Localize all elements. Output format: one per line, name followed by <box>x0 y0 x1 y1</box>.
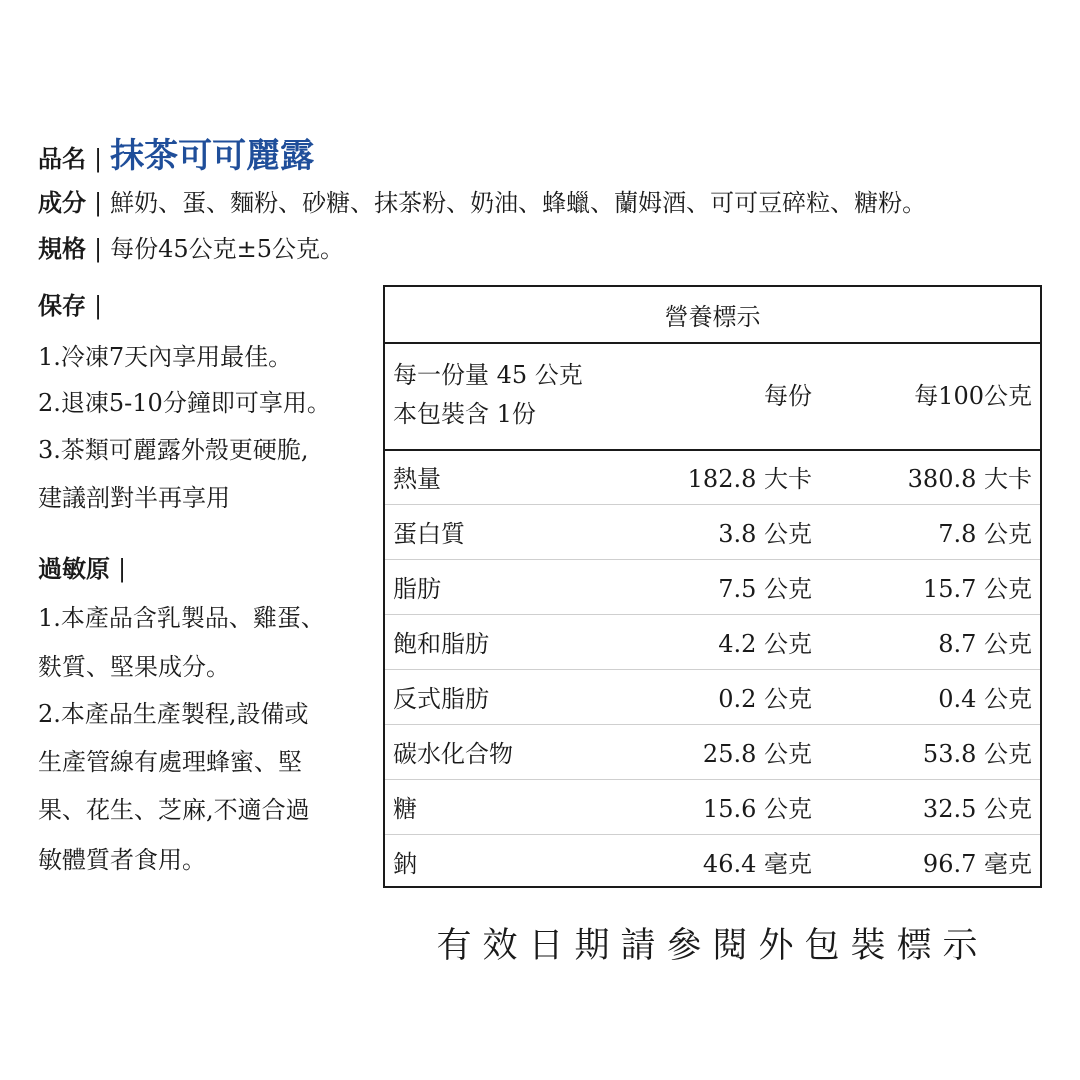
storage-label: 保存 <box>38 291 86 320</box>
nutrient-per-100g: 380.8 大卡 <box>907 465 1032 493</box>
allergen-line: 敏體質者食用。 <box>38 846 206 874</box>
nutrition-row <box>385 449 1040 505</box>
nutrient-name: 熱量 <box>393 465 441 493</box>
nutrition-title: 營養標示 <box>385 287 1040 344</box>
servings-per-package: 本包裝含 1份 <box>393 400 536 428</box>
allergen-line: 2.本產品生產製程,設備或 <box>38 700 309 728</box>
nutrient-name: 鈉 <box>393 850 417 878</box>
nutrient-per-100g: 0.4 公克 <box>938 685 1032 713</box>
allergen-line: 果、花生、芝麻,不適合過 <box>38 796 310 824</box>
nutrient-per-serving: 0.2 公克 <box>718 685 812 713</box>
ingredients-label: 成分 <box>38 188 86 217</box>
allergen-heading <box>38 549 134 584</box>
product-name: 抹茶可可麗露 <box>110 136 315 176</box>
column-per-serving: 每份 <box>764 382 812 410</box>
separator: | <box>94 235 103 263</box>
storage-line: 建議剖對半再享用 <box>38 484 230 512</box>
product-name-label: 品名 <box>38 144 86 173</box>
nutrient-per-100g: 32.5 公克 <box>922 795 1032 823</box>
nutrient-per-100g: 8.7 公克 <box>938 630 1032 658</box>
nutrition-row <box>385 559 1040 615</box>
nutrient-per-serving: 4.2 公克 <box>718 630 812 658</box>
storage-line: 1.冷凍7天內享用最佳。 <box>38 343 293 371</box>
separator: | <box>94 292 103 320</box>
ingredients-line <box>38 183 926 218</box>
nutrition-row <box>385 834 1040 889</box>
product-name-line <box>38 128 314 177</box>
storage-heading <box>38 286 110 321</box>
spec-text: 每份45公克±5公克。 <box>110 235 345 263</box>
nutrient-per-100g: 96.7 毫克 <box>922 850 1032 878</box>
nutrient-per-100g: 15.7 公克 <box>922 575 1032 603</box>
nutrient-per-100g: 7.8 公克 <box>938 520 1032 548</box>
nutrition-serving-header <box>385 342 1040 451</box>
nutrition-row <box>385 669 1040 725</box>
allergen-line: 1.本產品含乳製品、雞蛋、 <box>38 604 325 632</box>
storage-line: 2.退凍5-10分鐘即可享用。 <box>38 389 331 417</box>
storage-line: 3.茶類可麗露外殼更硬脆, <box>38 436 309 464</box>
separator: | <box>118 555 127 583</box>
nutrient-per-serving: 3.8 公克 <box>718 520 812 548</box>
serving-size: 每一份量 45 公克 <box>393 361 583 389</box>
nutrient-name: 反式脂肪 <box>393 685 489 713</box>
nutrient-per-serving: 182.8 大卡 <box>687 465 812 493</box>
nutrition-row <box>385 504 1040 560</box>
column-per-100g: 每100公克 <box>914 382 1032 410</box>
nutrition-row <box>385 724 1040 780</box>
nutrient-name: 蛋白質 <box>393 520 465 548</box>
nutrition-row <box>385 779 1040 835</box>
expiry-note: 有效日期請參閱外包裝標示 <box>436 926 989 966</box>
nutrient-name: 飽和脂肪 <box>393 630 489 658</box>
allergen-line: 麩質、堅果成分。 <box>38 653 230 681</box>
nutrition-row <box>385 614 1040 670</box>
allergen-line: 生產管線有處理蜂蜜、堅 <box>38 748 302 776</box>
nutrient-name: 脂肪 <box>393 575 441 603</box>
nutrient-per-serving: 7.5 公克 <box>718 575 812 603</box>
allergen-label: 過敏原 <box>38 554 110 583</box>
separator: | <box>94 145 103 173</box>
separator: | <box>94 189 103 217</box>
nutrient-name: 碳水化合物 <box>393 740 513 768</box>
nutrient-per-serving: 25.8 公克 <box>702 740 812 768</box>
nutrient-per-serving: 46.4 毫克 <box>702 850 812 878</box>
spec-line <box>38 229 344 264</box>
ingredients-text: 鮮奶、蛋、麵粉、砂糖、抹茶粉、奶油、蜂蠟、蘭姆酒、可可豆碎粒、糖粉。 <box>110 189 927 217</box>
nutrition-table <box>383 285 1042 888</box>
nutrient-per-serving: 15.6 公克 <box>702 795 812 823</box>
nutrient-name: 糖 <box>393 795 417 823</box>
spec-label: 規格 <box>38 234 86 263</box>
nutrient-per-100g: 53.8 公克 <box>922 740 1032 768</box>
